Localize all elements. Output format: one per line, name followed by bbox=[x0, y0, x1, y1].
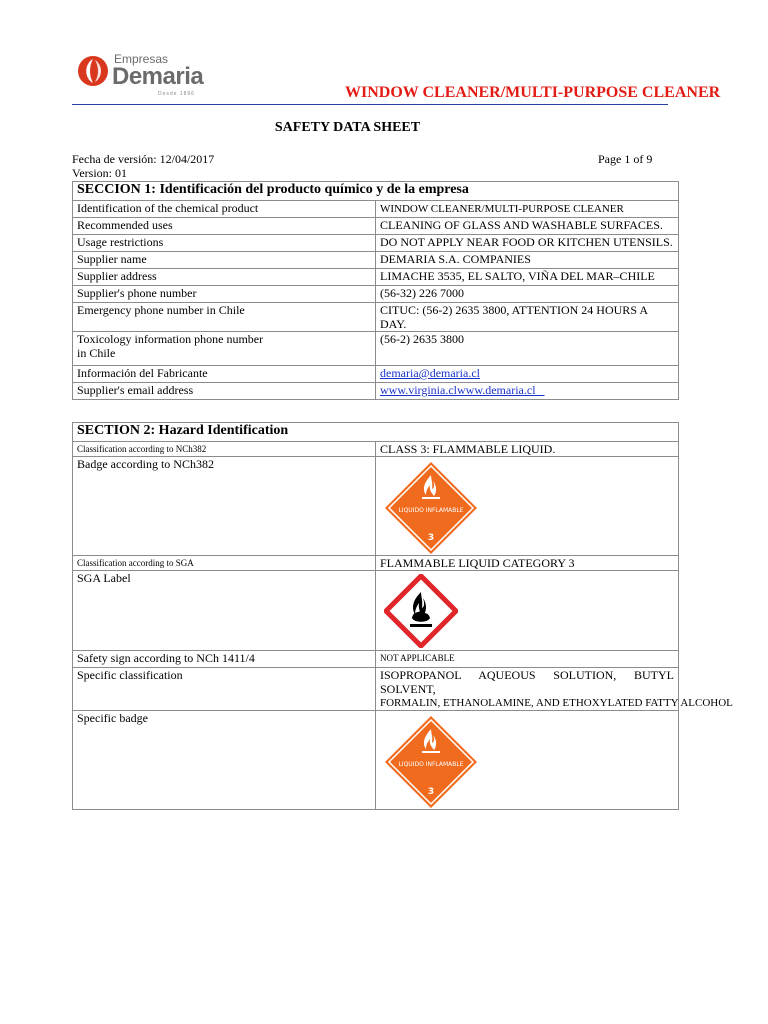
row-label-line: in Chile bbox=[77, 346, 116, 360]
table-row bbox=[73, 383, 679, 400]
email-link[interactable]: demaria@demaria.cl bbox=[380, 366, 480, 380]
row-label: SGA Label bbox=[73, 571, 376, 651]
row-label: Classification according to NCh382 bbox=[73, 442, 376, 457]
row-label: Specific badge bbox=[73, 711, 376, 810]
row-label: Supplier name bbox=[73, 252, 376, 269]
link-underline-pad bbox=[536, 383, 545, 397]
flammable-liquid-badge-icon bbox=[384, 461, 478, 555]
page-header bbox=[0, 0, 768, 110]
table-row bbox=[73, 303, 679, 332]
badge-number: 3 bbox=[427, 787, 435, 797]
row-label: Información del Fabricante bbox=[73, 366, 376, 383]
row-label: Supplier's email address bbox=[73, 383, 376, 400]
table-row bbox=[73, 366, 679, 383]
demaria-logo-icon bbox=[76, 54, 110, 88]
section1-header-row bbox=[73, 182, 679, 201]
document-title: WINDOW CLEANER/MULTI-PURPOSE CLEANER bbox=[345, 84, 721, 101]
table-row bbox=[73, 252, 679, 269]
table-row bbox=[73, 651, 679, 668]
table-row bbox=[73, 457, 679, 556]
section2-header-row bbox=[73, 423, 679, 442]
row-value: DEMARIA S.A. COMPANIES bbox=[376, 252, 679, 269]
row-value: (56-2) 2635 3800 bbox=[376, 332, 679, 366]
specific-class-line: ISOPROPANOL AQUEOUS SOLUTION, BUTYL SOLVENT, bbox=[380, 668, 674, 696]
row-label bbox=[73, 332, 376, 366]
table-row bbox=[73, 556, 679, 571]
table-row bbox=[73, 218, 679, 235]
version-number: Version: 01 bbox=[72, 166, 127, 180]
row-value: CLASS 3: FLAMMABLE LIQUID. bbox=[376, 442, 679, 457]
logo-brand-text: Demaria bbox=[112, 63, 204, 90]
table-row bbox=[73, 332, 679, 366]
row-label: Supplier's phone number bbox=[73, 286, 376, 303]
row-label: Emergency phone number in Chile bbox=[73, 303, 376, 332]
table-row bbox=[73, 442, 679, 457]
row-value bbox=[376, 571, 679, 651]
row-label: Badge according to NCh382 bbox=[73, 457, 376, 556]
flammable-liquid-badge-icon bbox=[384, 715, 478, 809]
table-row bbox=[73, 235, 679, 252]
row-label-line: Toxicology information phone number bbox=[77, 332, 264, 346]
row-value bbox=[376, 711, 679, 810]
row-value-text: WINDOW CLEANER/MULTI-PURPOSE CLEANER bbox=[380, 203, 624, 215]
row-value: NOT APPLICABLE bbox=[376, 651, 679, 668]
section1-table bbox=[72, 181, 679, 400]
row-value: FLAMMABLE LIQUID CATEGORY 3 bbox=[376, 556, 679, 571]
specific-class-line: FORMALIN, ETHANOLAMINE, AND ETHOXYLATED FATTY ALCOHOL bbox=[380, 697, 733, 709]
section2-title: SECTION 2: Hazard Identification bbox=[73, 423, 679, 442]
row-value bbox=[376, 366, 679, 383]
table-row bbox=[73, 711, 679, 810]
row-value bbox=[376, 457, 679, 556]
row-value bbox=[376, 383, 679, 400]
table-row bbox=[73, 668, 679, 711]
company-logo bbox=[76, 50, 216, 100]
row-value: CITUC: (56-2) 2635 3800, ATTENTION 24 HOURS A DAY. bbox=[376, 303, 679, 332]
row-value bbox=[376, 201, 679, 218]
row-value: (56-32) 226 7000 bbox=[376, 286, 679, 303]
row-label: Recommended uses bbox=[73, 218, 376, 235]
row-label: Specific classification bbox=[73, 668, 376, 711]
version-date: Fecha de versión: 12/04/2017 bbox=[72, 152, 215, 166]
row-value: DO NOT APPLY NEAR FOOD OR KITCHEN UTENSILS. bbox=[376, 235, 679, 252]
table-row bbox=[73, 286, 679, 303]
row-value: CLEANING OF GLASS AND WASHABLE SURFACES. bbox=[376, 218, 679, 235]
sheet-title: SAFETY DATA SHEET bbox=[274, 120, 421, 135]
page-number: Page 1 of 9 bbox=[598, 152, 653, 166]
row-label: Supplier address bbox=[73, 269, 376, 286]
row-value bbox=[376, 668, 733, 711]
section1-title: SECCION 1: Identificación del producto químico y de la empresa bbox=[73, 182, 679, 201]
badge-text: LIQUIDO INFLAMABLE bbox=[398, 507, 464, 514]
website-link-demaria[interactable]: www.demaria.cl bbox=[457, 383, 536, 397]
header-divider bbox=[72, 104, 668, 105]
ghs-flame-pictogram-icon bbox=[384, 574, 458, 648]
badge-number: 3 bbox=[427, 533, 435, 543]
badge-text: LIQUIDO INFLAMABLE bbox=[398, 761, 464, 768]
row-label: Safety sign according to NCh 1411/4 bbox=[73, 651, 376, 668]
row-label: Identification of the chemical product bbox=[73, 201, 376, 218]
logo-tagline: Desde 1896 bbox=[158, 91, 195, 97]
table-row bbox=[73, 571, 679, 651]
row-label: Classification according to SGA bbox=[73, 556, 376, 571]
row-label: Usage restrictions bbox=[73, 235, 376, 252]
section2-table bbox=[72, 422, 733, 810]
logo-small-text: Empresas bbox=[114, 52, 169, 66]
website-link-virginia[interactable]: www.virginia.cl bbox=[380, 383, 457, 397]
row-value: LIMACHE 3535, EL SALTO, VIÑA DEL MAR–CHILE bbox=[376, 269, 679, 286]
table-row bbox=[73, 201, 679, 218]
table-row bbox=[73, 269, 679, 286]
